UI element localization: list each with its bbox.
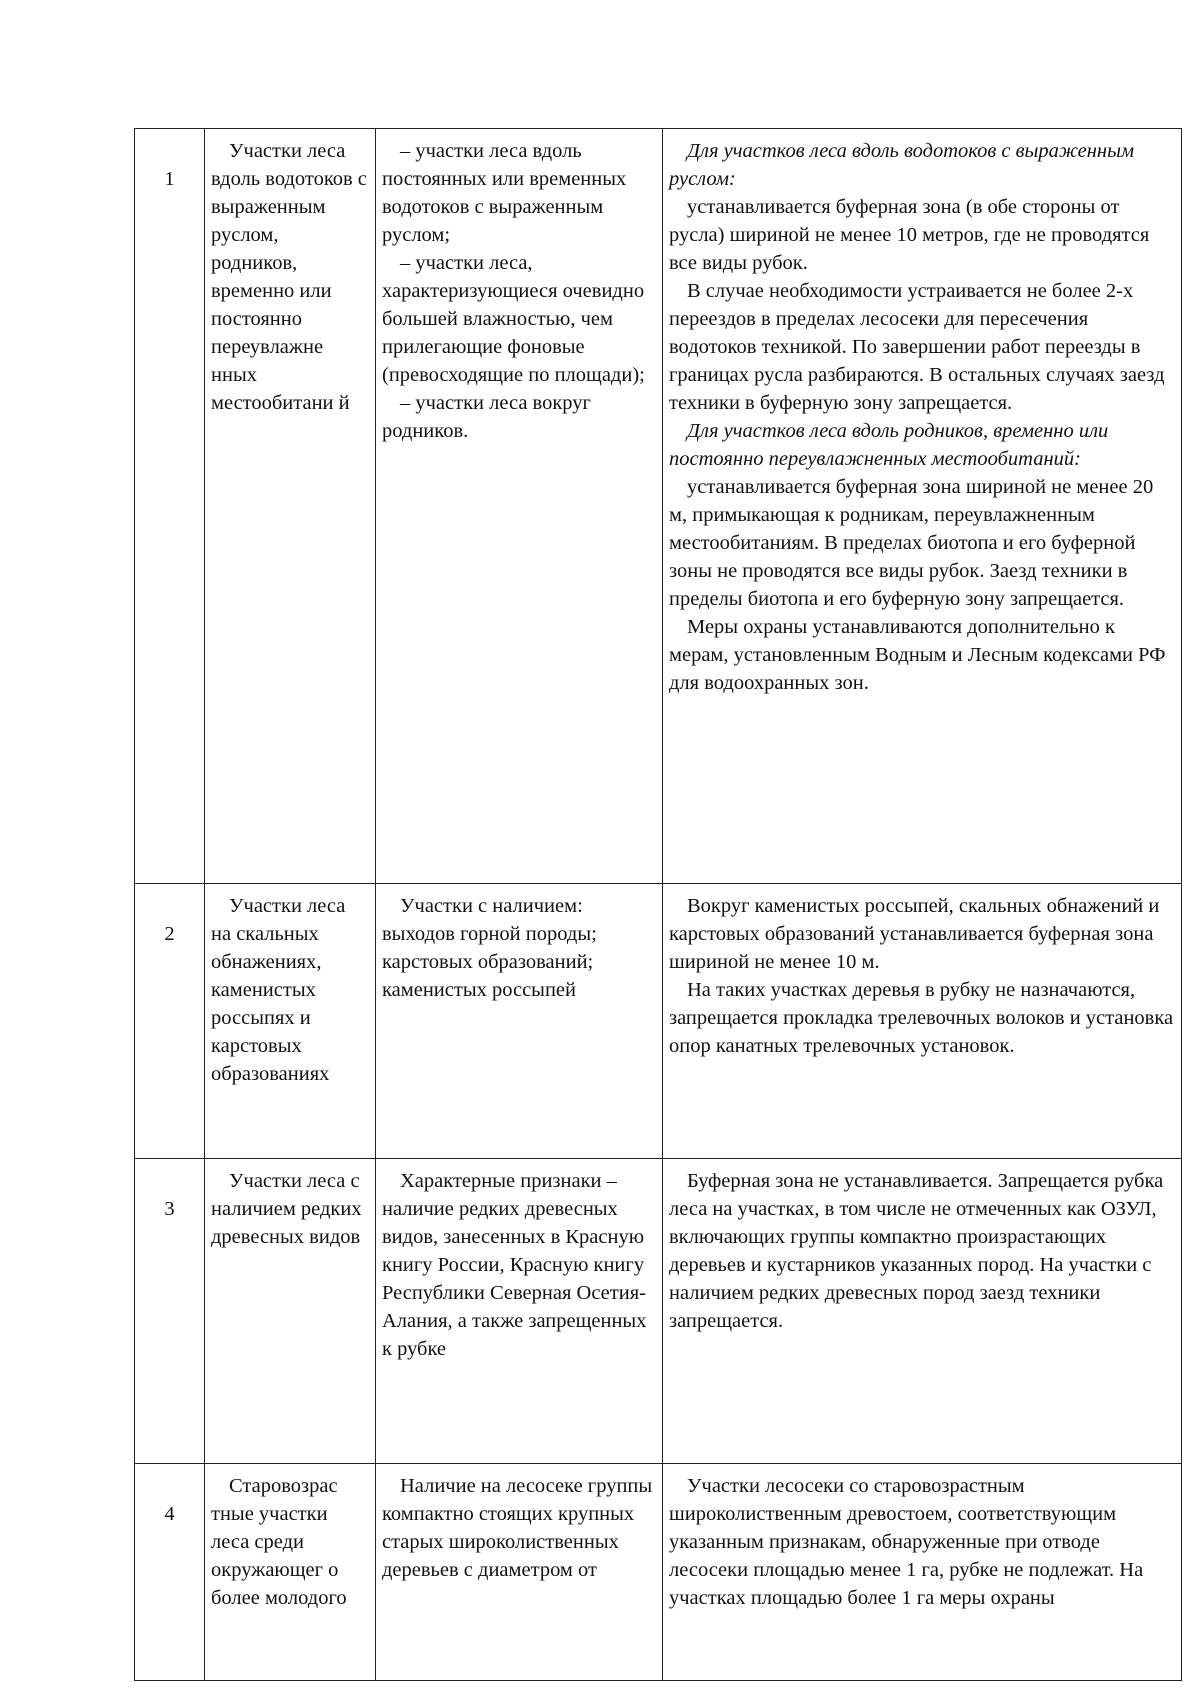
row-number: 1 bbox=[135, 129, 205, 884]
measure-paragraph: Участки лесосеки со старовозрастным широколиственным древостоем, соответствующим указанным признакам, обнаруженные при отводе лесосеки площадью менее 1 га, рубке не подлежат. На участках площадью более 1 га меры охраны bbox=[669, 1475, 1144, 1609]
measure-paragraph: Меры охраны устанавливаются дополнительно к мерам, установленным Водным и Лесным кодексами РФ для водоохранных зон. bbox=[669, 616, 1166, 694]
biotope-name-cell bbox=[205, 1464, 376, 1681]
protection-measures-cell bbox=[663, 129, 1182, 884]
table-body bbox=[135, 129, 1182, 1681]
biotope-name: Старовозрас тные участки леса среди окружающег о более молодого bbox=[211, 1475, 347, 1609]
biotope-name: Участки леса на скальных обнажениях, каменистых россыпях и карстовых образованиях bbox=[211, 895, 346, 1085]
protection-measures-cell bbox=[663, 1159, 1182, 1464]
table-row bbox=[135, 1464, 1182, 1681]
sign-item: Участки с наличием: выходов горной породы; карстовых образований; каменистых россыпей bbox=[382, 895, 597, 1001]
sign-item: – участки леса вдоль постоянных или временных водотоков с выраженным руслом; bbox=[382, 140, 627, 246]
sign-item: Наличие на лесосеке группы компактно стоящих крупных старых широколиственных деревьев с диаметром от bbox=[382, 1475, 653, 1581]
protection-measures-cell bbox=[663, 1464, 1182, 1681]
measure-paragraph: Буферная зона не устанавливается. Запрещается рубка леса на участках, в том числе не отмеченных как ОЗУЛ, включающих группы компактно произрастающих деревьев и кустарников указанных пород. На участки с наличием редких древесных пород заезд техники запрещается. bbox=[669, 1170, 1164, 1332]
biotope-signs-cell bbox=[376, 1464, 663, 1681]
measure-paragraph: устанавливается буферная зона шириной не менее 20 м, примыкающая к родникам, переувлажненным местообитаниям. В пределах биотопа и его буферной зоны не проводятся все виды рубок. Заезд техники в пределы биотопа и его буферную зону запрещается. bbox=[669, 476, 1154, 610]
table-row bbox=[135, 1159, 1182, 1464]
table-row bbox=[135, 884, 1182, 1159]
measure-paragraph: устанавливается буферная зона (в обе стороны от русла) шириной не менее 10 метров, где не проводятся все виды рубок. bbox=[669, 196, 1150, 274]
biotope-name-cell bbox=[205, 884, 376, 1159]
sign-item: Характерные признаки – наличие редких древесных видов, занесенных в Красную книгу России, Красную книгу Республики Северная Осетия-Алания, а также запрещенных к рубке bbox=[382, 1170, 647, 1360]
measure-subheading: Для участков леса вдоль родников, временно или постоянно переувлажненных местообитаний: bbox=[669, 420, 1109, 470]
biotope-name: Участки леса вдоль водотоков с выраженным руслом, родников, временно или постоянно переувлажне нных местообитани й bbox=[211, 140, 367, 414]
protection-measures-cell bbox=[663, 884, 1182, 1159]
biotope-name-cell bbox=[205, 129, 376, 884]
sign-item: – участки леса, характеризующиеся очевидно большей влажностью, чем прилегающие фоновые (превосходящие по площади); bbox=[382, 252, 645, 386]
biotope-signs-cell bbox=[376, 1159, 663, 1464]
row-number: 4 bbox=[135, 1464, 205, 1681]
biotope-name: Участки леса с наличием редких древесных видов bbox=[211, 1170, 362, 1248]
sign-item: – участки леса вокруг родников. bbox=[382, 392, 591, 442]
row-number: 2 bbox=[135, 884, 205, 1159]
row-number: 3 bbox=[135, 1159, 205, 1464]
measure-paragraph: В случае необходимости устраивается не более 2-х переездов в пределах лесосеки для пересечения водотоков техникой. По завершении работ переезды в границах русла разбираются. В остальных случаях заезд техники в буферную зону запрещается. bbox=[669, 280, 1165, 414]
measure-paragraph: Вокруг каменистых россыпей, скальных обнажений и карстовых образований устанавливается буферная зона шириной не менее 10 м. bbox=[669, 895, 1160, 973]
table-row bbox=[135, 129, 1182, 884]
measure-paragraph: На таких участках деревья в рубку не назначаются, запрещается прокладка трелевочных волоков и установка опор канатных трелевочных установок. bbox=[669, 979, 1174, 1057]
measure-subheading: Для участков леса вдоль водотоков с выраженным руслом: bbox=[669, 140, 1135, 190]
biotope-name-cell bbox=[205, 1159, 376, 1464]
biotope-signs-cell bbox=[376, 129, 663, 884]
biotope-signs-cell bbox=[376, 884, 663, 1159]
biotope-protection-table bbox=[134, 128, 1182, 1681]
